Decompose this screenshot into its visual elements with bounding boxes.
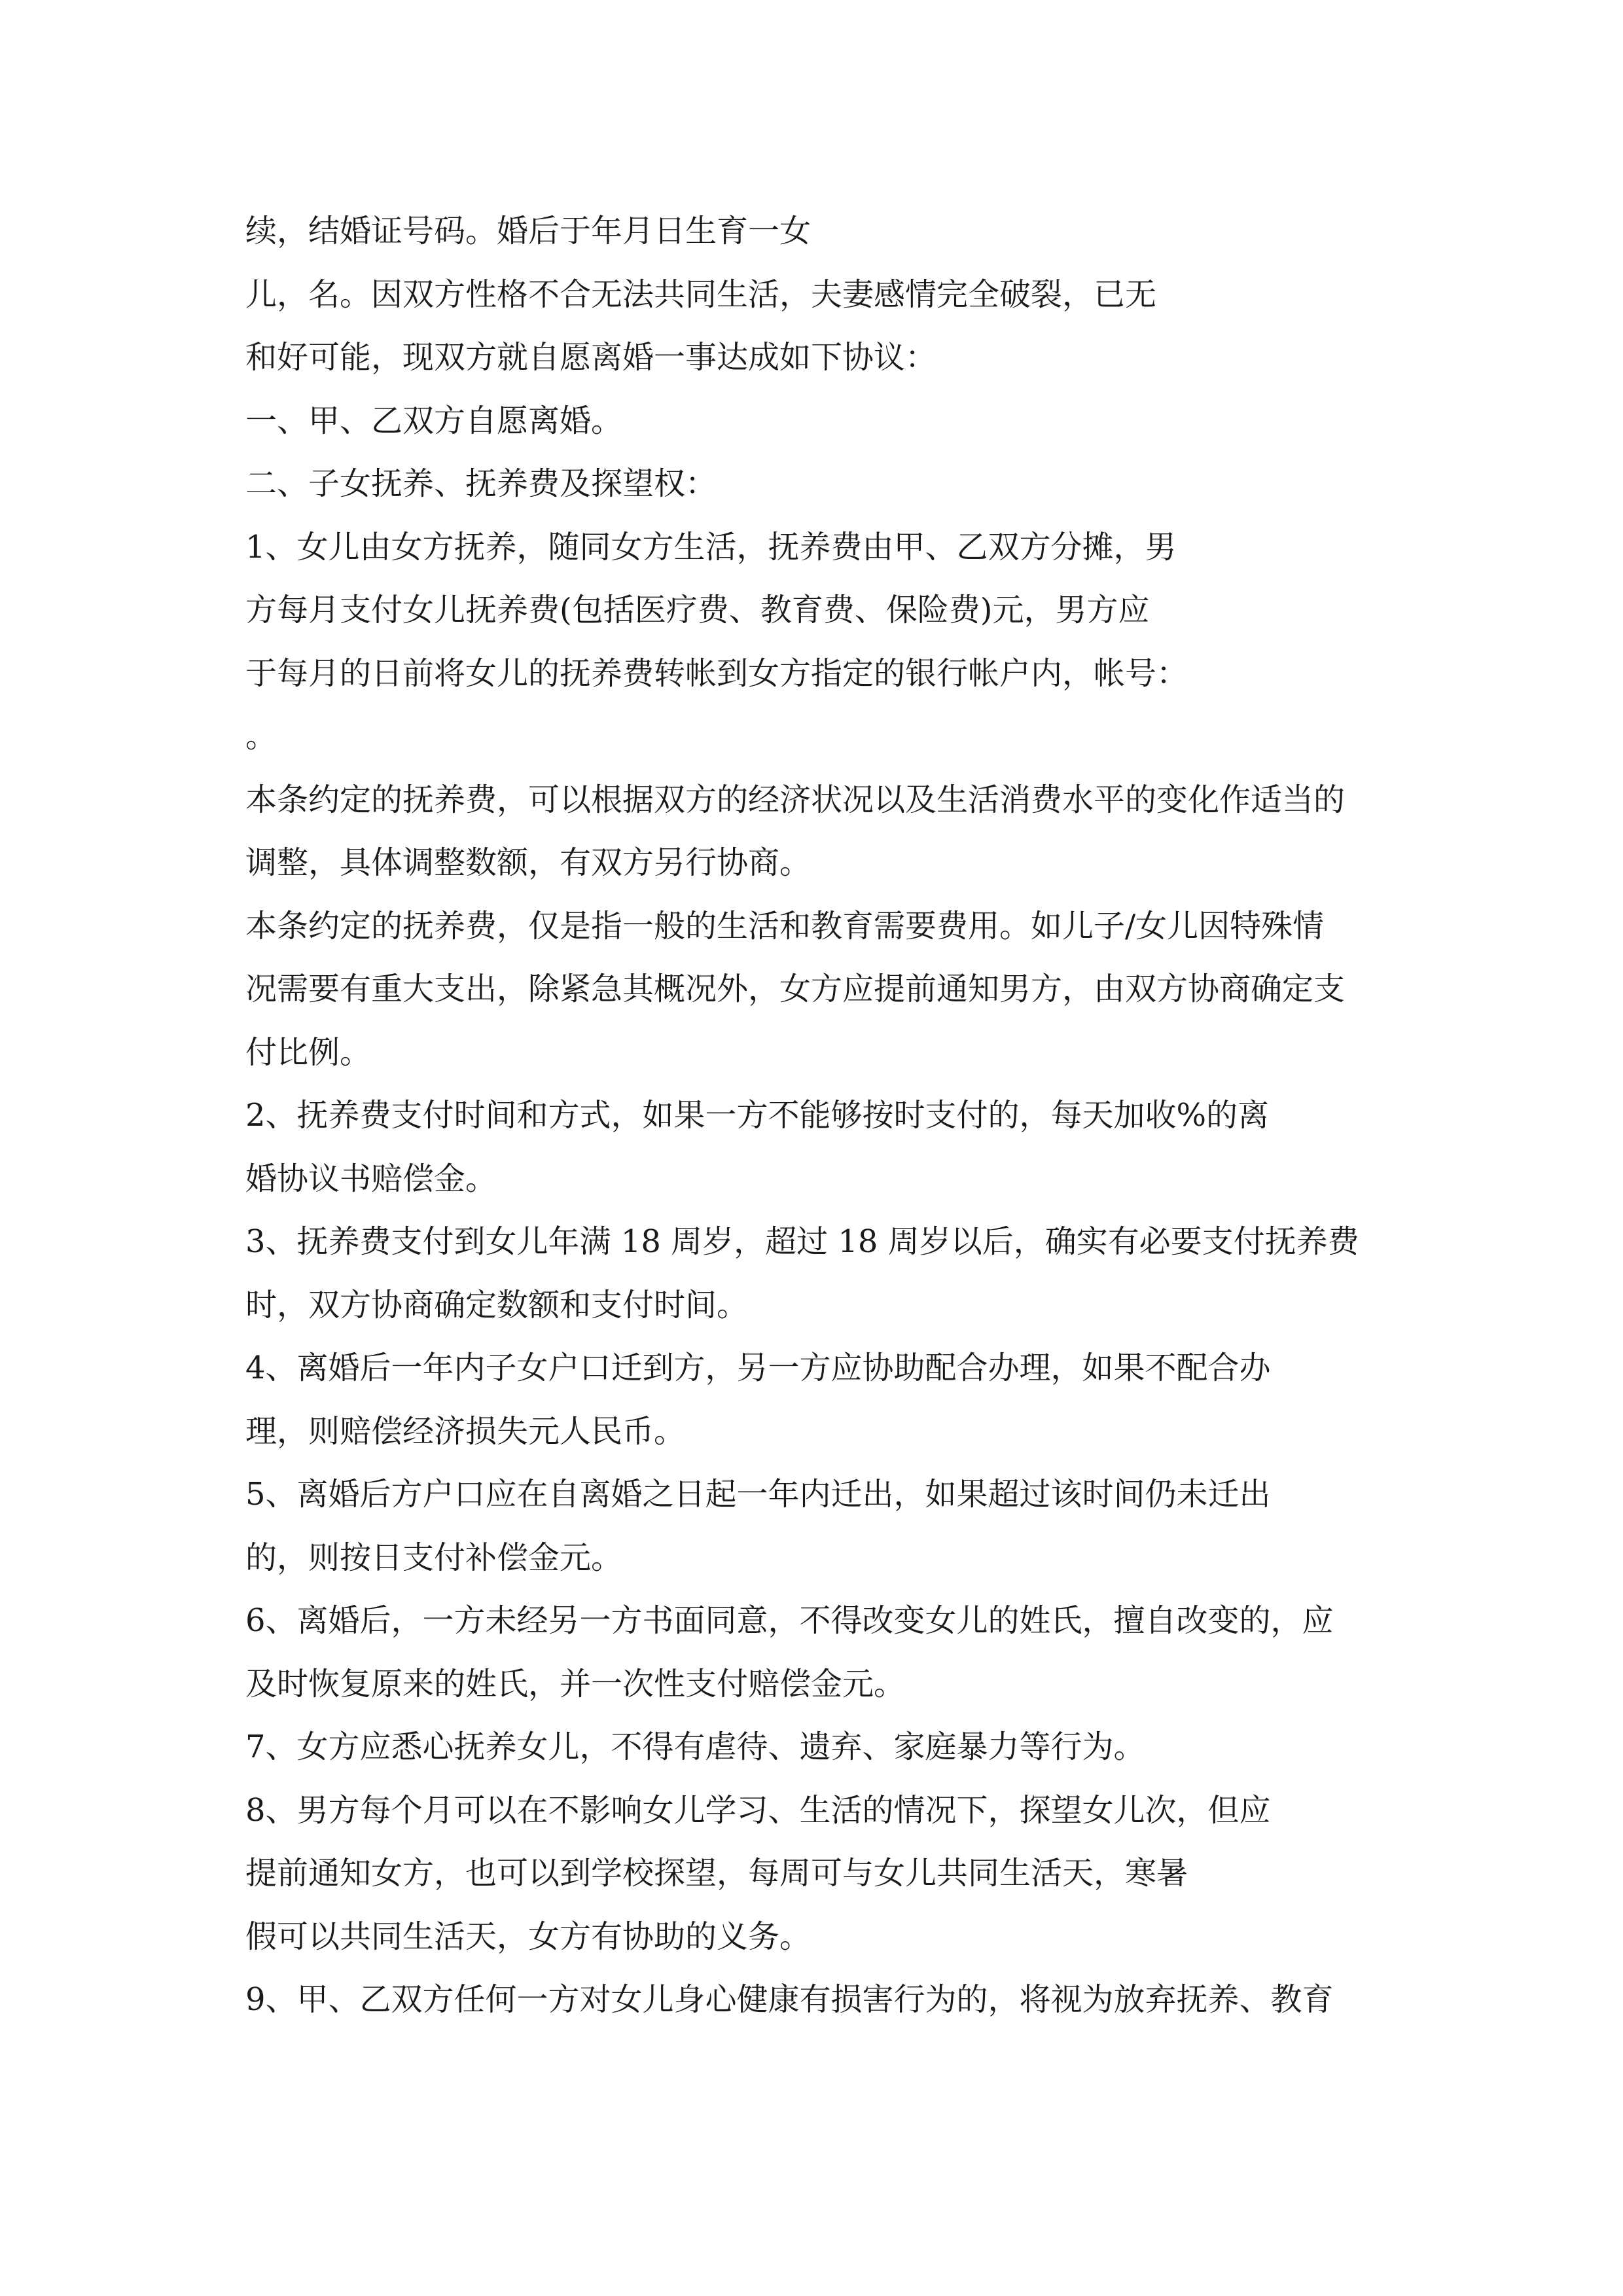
agreement-body bbox=[245, 200, 1381, 2032]
text-line: 续，结婚证号码。婚后于年月日生育一女 bbox=[245, 213, 812, 249]
text-line: 1、女儿由女方抚养，随同女方生活，抚养费由甲、乙双方分摊，男 bbox=[245, 528, 1177, 565]
clause-heading: 二、子女抚养、抚养费及探望权： bbox=[245, 465, 717, 502]
text-line: 5、离婚后方户口应在自离婚之日起一年内迁出，如果超过该时间仍未迁出 bbox=[245, 1476, 1271, 1513]
text-line: 婚协议书赔偿金。 bbox=[245, 1160, 497, 1197]
text-line: 本条约定的抚养费，可以根据双方的经济状况以及生活消费水平的变化作适当的 bbox=[245, 781, 1346, 818]
text-line: 假可以共同生活天，女方有协助的义务。 bbox=[245, 1918, 812, 1955]
text-line: 时，双方协商确定数额和支付时间。 bbox=[245, 1286, 749, 1323]
text-line: 况需要有重大支出，除紧急其概况外，女方应提前通知男方，由双方协商确定支 bbox=[245, 971, 1346, 1007]
text-line: 和好可能，现双方就自愿离婚一事达成如下协议： bbox=[245, 339, 937, 376]
text-line: 6、离婚后，一方未经另一方书面同意，不得改变女儿的姓氏，擅自改变的，应 bbox=[245, 1602, 1334, 1639]
text-line: 付比例。 bbox=[245, 1033, 372, 1071]
text-line: 8、男方每个月可以在不影响女儿学习、生活的情况下，探望女儿次，但应 bbox=[245, 1791, 1271, 1829]
text-line: 提前通知女方，也可以到学校探望，每周可与女儿共同生活天，寒暑 bbox=[245, 1855, 1188, 1892]
text-line: 于每月的日前将女儿的抚养费转帐到女方指定的银行帐户内，帐号： bbox=[245, 655, 1188, 692]
text-line: 2、抚养费支付时间和方式，如果一方不能够按时支付的，每天加收%的离 bbox=[245, 1097, 1270, 1134]
text-line: 儿，名。因双方性格不合无法共同生活，夫妻感情完全破裂，已无 bbox=[245, 276, 1157, 313]
text-line: 9、甲、乙双方任何一方对女儿身心健康有损害行为的，将视为放弃抚养、教育 bbox=[245, 1981, 1334, 2018]
text-line: 。 bbox=[245, 718, 277, 755]
text-line: 3、抚养费支付到女儿年满 18 周岁，超过 18 周岁以后，确实有必要支付抚养费 bbox=[245, 1223, 1359, 1260]
text-line: 及时恢复原来的姓氏，并一次性支付赔偿金元。 bbox=[245, 1665, 906, 1702]
text-line: 4、离婚后一年内子女户口迁到方，另一方应协助配合办理，如果不配合办 bbox=[245, 1350, 1271, 1386]
text-line: 方每月支付女儿抚养费(包括医疗费、教育费、保险费)元，男方应 bbox=[245, 592, 1150, 628]
clause-heading: 一、甲、乙双方自愿离婚。 bbox=[245, 402, 623, 439]
text-line: 本条约定的抚养费，仅是指一般的生活和教育需要费用。如儿子/女儿因特殊情 bbox=[245, 907, 1325, 944]
text-line: 理，则赔偿经济损失元人民币。 bbox=[245, 1412, 686, 1450]
text-line: 的，则按日支付补偿金元。 bbox=[245, 1539, 623, 1576]
text-line: 调整，具体调整数额，有双方另行协商。 bbox=[245, 844, 812, 881]
text-line: 7、女方应悉心抚养女儿，不得有虐待、遗弃、家庭暴力等行为。 bbox=[245, 1729, 1145, 1765]
